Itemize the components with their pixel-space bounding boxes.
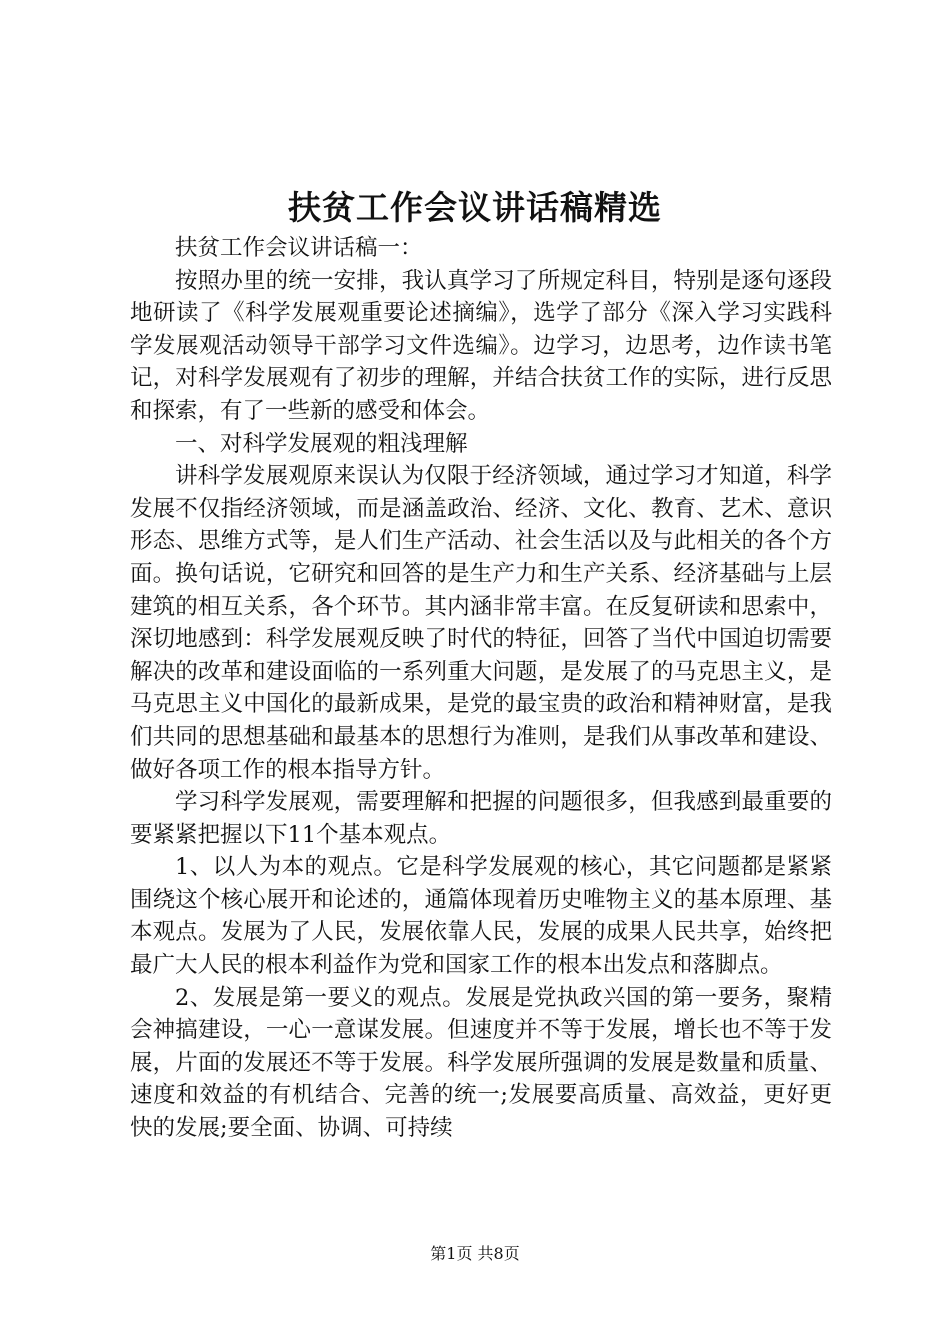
paragraph-1: 按照办里的统一安排，我认真学习了所规定科目，特别是逐句逐段地研读了《科学发展观重要论述摘编》，选学了部分《深入学习实践科学发展观活动领导干部学习文件选编》。边学习，边思考，边作读书笔记，对科学发展观有了初步的理解，并结合扶贫工作的实际，进行反思和探索，有了一些新的感受和体会。 [130,267,832,424]
page-footer: 第1页 共8页 [430,1244,520,1263]
section-heading: 一、对科学发展观的粗浅理解 [175,430,468,457]
paragraph-intro: 扶贫工作会议讲话稿一： [175,235,423,261]
page-title: 扶贫工作会议讲话稿精选 [288,188,662,227]
paragraph-point-1: 1、以人为本的观点。它是科学发展观的核心，其它问题都是紧紧围绕这个核心展开和论述的，通篇体现着历史唯物主义的基本原理、基本观点。发展为了人民，发展依靠人民，发展的成果人民共享，始终把最广大人民的根本利益作为党和国家工作的根本出发点和落脚点。 [130,854,832,979]
paragraph-point-2: 2、发展是第一要义的观点。发展是党执政兴国的第一要务，聚精会神搞建设，一心一意谋发展。但速度并不等于发展，增长也不等于发展，片面的发展还不等于发展。科学发展所强调的发展是数量和质量、速度和效益的有机结合、完善的统一;发展要高质量、高效益，更好更快的发展;要全面、协调、可持续 [130,984,832,1142]
paragraph-3: 学习科学发展观，需要理解和把握的问题很多，但我感到最重要的要紧紧把握以下11个基本观点。 [130,789,832,848]
document-body [130,232,832,1145]
paragraph-2: 讲科学发展观原来误认为仅限于经济领域，通过学习才知道，科学发展不仅指经济领域，而是涵盖政治、经济、文化、教育、艺术、意识形态、思维方式等，是人们生产活动、社会生活以及与此相关的各个方面。换句话说，它研究和回答的是生产力和生产关系、经济基础与上层建筑的相互关系，各个环节。其内涵非常丰富。在反复研读和思索中，深切地感到：科学发展观反映了时代的特征，回答了当代中国迫切需要解决的改革和建设面临的一系列重大问题，是发展了的马克思主义，是马克思主义中国化的最新成果，是党的最宝贵的政治和精神财富，是我们共同的思想基础和最基本的思想行为准则，是我们从事改革和建设、做好各项工作的根本指导方针。 [130,463,832,783]
